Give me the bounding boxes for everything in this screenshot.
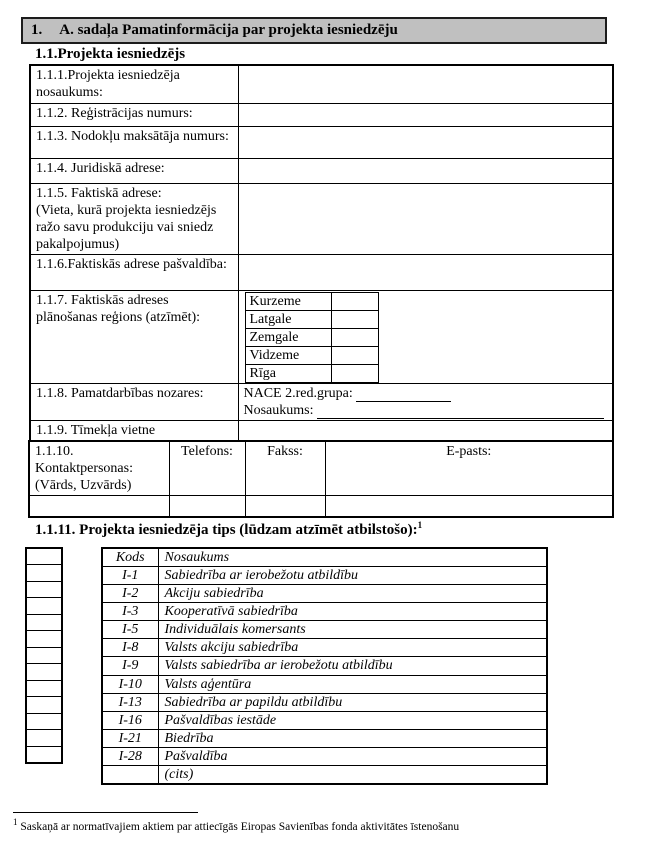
footnote bbox=[13, 817, 623, 833]
website-label: 1.1.9. Tīmekļa vietne bbox=[30, 421, 238, 442]
table-row bbox=[30, 183, 613, 254]
footnote-reference: 1 bbox=[417, 520, 423, 530]
type-name: Sabiedrība ar ierobežotu atbildību bbox=[158, 567, 547, 585]
table-row bbox=[102, 585, 547, 603]
type-code: I-5 bbox=[102, 621, 158, 639]
type-name: Kooperatīvā sabiedrība bbox=[158, 603, 547, 621]
type-code bbox=[102, 765, 158, 784]
region-label: Vidzeme bbox=[245, 347, 331, 365]
region-label: Zemgale bbox=[245, 328, 331, 346]
subsection-title: 1.1.Projekta iesniedzējs bbox=[35, 46, 186, 62]
type-checkbox[interactable] bbox=[26, 713, 62, 730]
nace-group-label: NACE 2.red.grupa: bbox=[243, 386, 353, 402]
contact-email-field[interactable] bbox=[325, 496, 613, 517]
fax-header: Fakss: bbox=[245, 441, 325, 496]
types-heading-text: 1.1.11. Projekta iesniedzēja tips (lūdzam atzīmēt atbilstošo): bbox=[35, 522, 418, 538]
nace-group-line bbox=[244, 385, 608, 402]
region-checkbox[interactable] bbox=[331, 292, 378, 310]
table-row bbox=[26, 664, 62, 681]
type-checkbox-column bbox=[25, 547, 63, 764]
type-name: Akciju sabiedrība bbox=[158, 585, 547, 603]
section-title: A. sadaļa Pamatinformācija par projekta iesniedzēju bbox=[59, 22, 398, 38]
contact-fax-field[interactable] bbox=[245, 496, 325, 517]
nace-name-line bbox=[244, 402, 608, 419]
region-checkbox[interactable] bbox=[331, 365, 378, 383]
table-row bbox=[29, 441, 613, 496]
table-row bbox=[26, 581, 62, 598]
table-row bbox=[26, 697, 62, 714]
table-row bbox=[102, 621, 547, 639]
table-row bbox=[26, 548, 62, 565]
type-checkbox[interactable] bbox=[26, 598, 62, 615]
type-name: Valsts akciju sabiedrība bbox=[158, 639, 547, 657]
table-row bbox=[245, 310, 378, 328]
table-row bbox=[245, 292, 378, 310]
table-row bbox=[26, 746, 62, 763]
region-select-table bbox=[245, 292, 379, 383]
table-row bbox=[245, 328, 378, 346]
region-label: Kurzeme bbox=[245, 292, 331, 310]
table-row bbox=[102, 747, 547, 765]
contact-phone-field[interactable] bbox=[169, 496, 245, 517]
type-code: I-3 bbox=[102, 603, 158, 621]
table-row bbox=[26, 647, 62, 664]
phone-header: Telefons: bbox=[169, 441, 245, 496]
name-column-header: Nosaukums bbox=[158, 548, 547, 567]
legal-address-label: 1.1.4. Juridiskā adrese: bbox=[30, 158, 238, 183]
type-checkbox[interactable] bbox=[26, 680, 62, 697]
section-title-bar bbox=[21, 17, 607, 44]
table-row bbox=[102, 693, 547, 711]
table-row bbox=[26, 631, 62, 648]
industry-label: 1.1.8. Pamatdarbības nozares: bbox=[30, 384, 238, 421]
type-code: I-9 bbox=[102, 657, 158, 675]
footnote-divider bbox=[13, 812, 198, 813]
table-row bbox=[26, 598, 62, 615]
table-row bbox=[26, 614, 62, 631]
type-checkbox[interactable] bbox=[26, 581, 62, 598]
table-row bbox=[29, 496, 613, 517]
applicant-name-label: 1.1.1.Projekta iesniedzēja nosaukums: bbox=[30, 65, 238, 103]
legal-address-field[interactable] bbox=[238, 158, 613, 183]
type-name: Sabiedrība ar papildu atbildību bbox=[158, 693, 547, 711]
table-row bbox=[102, 567, 547, 585]
email-header: E-pasts: bbox=[325, 441, 613, 496]
type-checkbox[interactable] bbox=[26, 565, 62, 582]
actual-address-field[interactable] bbox=[238, 183, 613, 254]
table-row bbox=[30, 290, 613, 383]
table-row bbox=[102, 729, 547, 747]
table-row bbox=[245, 347, 378, 365]
type-checkbox[interactable] bbox=[26, 631, 62, 648]
type-code: I-8 bbox=[102, 639, 158, 657]
footnote-ref: 1 bbox=[13, 817, 18, 827]
type-checkbox[interactable] bbox=[26, 548, 62, 565]
planning-region-cell bbox=[238, 290, 613, 383]
nace-name-label: Nosaukums: bbox=[243, 403, 314, 419]
registration-number-field[interactable] bbox=[238, 103, 613, 126]
table-row bbox=[30, 384, 613, 421]
region-label: Latgale bbox=[245, 310, 331, 328]
table-row bbox=[30, 126, 613, 158]
table-row bbox=[245, 365, 378, 383]
contacts-table bbox=[28, 440, 614, 518]
planning-region-label: 1.1.7. Faktiskās adreses plānošanas reģions (atzīmēt): bbox=[30, 290, 238, 383]
table-row bbox=[102, 657, 547, 675]
table-row bbox=[26, 730, 62, 747]
applicant-name-field[interactable] bbox=[238, 65, 613, 103]
type-code: I-2 bbox=[102, 585, 158, 603]
region-checkbox[interactable] bbox=[331, 310, 378, 328]
table-row bbox=[30, 158, 613, 183]
nace-name-field[interactable] bbox=[317, 406, 604, 419]
table-row bbox=[30, 103, 613, 126]
type-name: Pašvaldība bbox=[158, 747, 547, 765]
tax-number-field[interactable] bbox=[238, 126, 613, 158]
type-checkbox[interactable] bbox=[26, 730, 62, 747]
type-code: I-16 bbox=[102, 711, 158, 729]
type-name: Individuālais komersants bbox=[158, 621, 547, 639]
type-name: Valsts aģentūra bbox=[158, 675, 547, 693]
nace-group-field[interactable] bbox=[356, 389, 451, 402]
table-row bbox=[30, 421, 613, 442]
contacts-label-note: (Vārds, Uzvārds) bbox=[35, 478, 132, 494]
type-checkbox[interactable] bbox=[26, 647, 62, 664]
type-name: Biedrība bbox=[158, 729, 547, 747]
contacts-label: 1.1.10. Kontaktpersonas: bbox=[35, 444, 133, 477]
contact-name-field[interactable] bbox=[29, 496, 169, 517]
table-row bbox=[102, 765, 547, 784]
table-row bbox=[26, 680, 62, 697]
table-row bbox=[30, 254, 613, 290]
table-header-row bbox=[102, 548, 547, 567]
type-name: Valsts sabiedrība ar ierobežotu atbildību bbox=[158, 657, 547, 675]
type-code: I-1 bbox=[102, 567, 158, 585]
table-row bbox=[26, 565, 62, 582]
registration-number-label: 1.1.2. Reģistrācijas numurs: bbox=[30, 103, 238, 126]
region-checkbox[interactable] bbox=[331, 347, 378, 365]
website-field[interactable] bbox=[238, 421, 613, 442]
type-name: Pašvaldības iestāde bbox=[158, 711, 547, 729]
type-checkbox[interactable] bbox=[26, 746, 62, 763]
type-code: I-21 bbox=[102, 729, 158, 747]
region-checkbox[interactable] bbox=[331, 328, 378, 346]
industry-cell bbox=[238, 384, 613, 421]
tax-number-label: 1.1.3. Nodokļu maksātāja numurs: bbox=[30, 126, 238, 158]
municipality-label: 1.1.6.Faktiskās adrese pašvaldība: bbox=[30, 254, 238, 290]
table-row bbox=[26, 713, 62, 730]
region-label: Rīga bbox=[245, 365, 331, 383]
table-row bbox=[102, 639, 547, 657]
table-row bbox=[102, 603, 547, 621]
types-heading bbox=[35, 520, 422, 539]
footnote-text: Saskaņā ar normatīvajiem aktiem par attiecīgās Eiropas Savienības fonda aktivitātes īstenošanu bbox=[20, 820, 460, 833]
type-code: I-28 bbox=[102, 747, 158, 765]
type-code: I-13 bbox=[102, 693, 158, 711]
types-zone bbox=[25, 547, 548, 785]
type-name: (cits) bbox=[158, 765, 547, 784]
actual-address-label-text: 1.1.5. Faktiskā adrese: bbox=[36, 185, 162, 201]
type-checkbox[interactable] bbox=[26, 697, 62, 714]
type-code: I-10 bbox=[102, 675, 158, 693]
actual-address-note: (Vieta, kurā projekta iesniedzējs ražo savu produkciju vai sniedz pakalpojumus) bbox=[36, 202, 217, 252]
section-number: 1. bbox=[31, 22, 43, 38]
actual-address-label bbox=[30, 183, 238, 254]
applicant-info-table bbox=[29, 64, 614, 442]
table-row bbox=[102, 711, 547, 729]
type-checkbox[interactable] bbox=[26, 614, 62, 631]
table-row bbox=[30, 65, 613, 103]
code-column-header: Kods bbox=[102, 548, 158, 567]
table-row bbox=[102, 675, 547, 693]
municipality-field[interactable] bbox=[238, 254, 613, 290]
contacts-label-cell bbox=[29, 441, 169, 496]
applicant-types-table bbox=[101, 547, 548, 785]
type-checkbox[interactable] bbox=[26, 664, 62, 681]
